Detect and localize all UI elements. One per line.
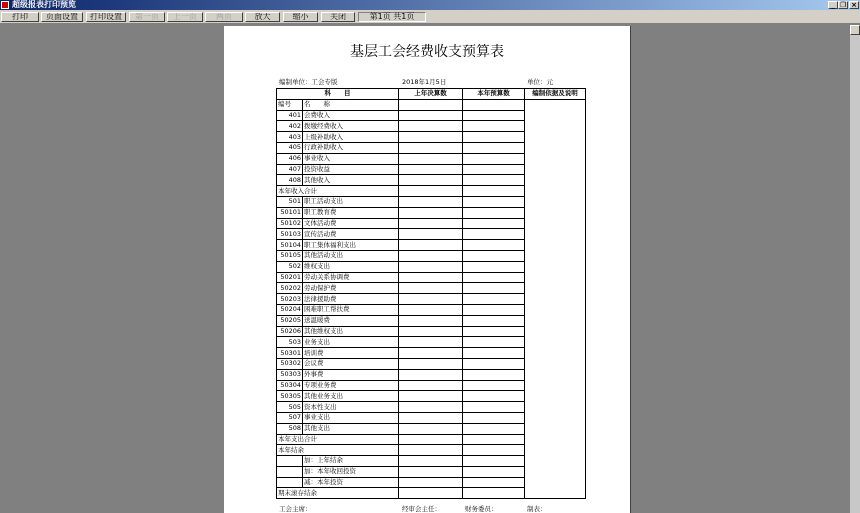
row-name: 其他活动支出	[303, 250, 399, 261]
cell-this-year	[463, 412, 525, 423]
double-page-button[interactable]: 两页	[205, 12, 243, 22]
row-name: 行政补助收入	[303, 142, 399, 153]
page-indicator: 第1页 共1页	[358, 12, 426, 22]
footer-preparer: 制表：	[527, 505, 547, 513]
close-window-button[interactable]: ×	[849, 1, 859, 9]
cell-this-year	[463, 229, 525, 240]
header-last-year: 上年决算数	[399, 89, 463, 100]
app-icon	[1, 1, 9, 9]
row-name: 业务支出	[303, 337, 399, 348]
cell-this-year	[463, 466, 525, 477]
cell-last-year	[399, 250, 463, 261]
cell-this-year	[463, 434, 525, 445]
cell-this-year	[463, 391, 525, 402]
row-code: 50205	[277, 315, 303, 326]
report-date: 2018年1月5日	[402, 78, 447, 86]
row-name: 劳动关系协调费	[303, 272, 399, 283]
cell-this-year	[463, 142, 525, 153]
row-name: 文体活动费	[303, 218, 399, 229]
cell-last-year	[399, 402, 463, 413]
row-code: 505	[277, 402, 303, 413]
cell-last-year	[399, 391, 463, 402]
row-name: 期末滚存结余	[277, 488, 399, 499]
cell-last-year	[399, 315, 463, 326]
table-header-row	[277, 89, 586, 100]
cell-last-year	[399, 466, 463, 477]
budget-table	[276, 88, 586, 499]
cell-last-year	[399, 186, 463, 197]
cell-last-year	[399, 358, 463, 369]
cell-this-year	[463, 132, 525, 143]
footer-vice: 经审会主任：	[402, 505, 441, 513]
cell-last-year	[399, 153, 463, 164]
row-code: 50305	[277, 391, 303, 402]
report-title: 基层工会经费收支预算表	[350, 44, 504, 60]
row-code: 50302	[277, 358, 303, 369]
row-name: 职工活动支出	[303, 196, 399, 207]
cell-this-year	[463, 456, 525, 467]
row-code	[277, 466, 303, 477]
cell-this-year	[463, 326, 525, 337]
cell-last-year	[399, 294, 463, 305]
zoom-in-button[interactable]: 放大	[245, 12, 280, 22]
row-name: 拨缴经费收入	[303, 121, 399, 132]
cell-last-year	[399, 142, 463, 153]
cell-this-year	[463, 477, 525, 488]
row-name: 会费收入	[303, 110, 399, 121]
cell-this-year	[463, 240, 525, 251]
cell-this-year	[463, 348, 525, 359]
cell-last-year	[399, 164, 463, 175]
subheader-code: 编号	[277, 99, 303, 110]
cell-last-year	[399, 445, 463, 456]
row-code: 407	[277, 164, 303, 175]
row-code: 503	[277, 337, 303, 348]
cell-last-year	[399, 240, 463, 251]
row-name: 会议费	[303, 358, 399, 369]
cell-this-year	[463, 380, 525, 391]
cell-this-year	[463, 207, 525, 218]
header-basis: 编制依据及说明	[525, 89, 586, 100]
cell-last-year	[399, 283, 463, 294]
row-name: 其他支出	[303, 423, 399, 434]
cell-last-year	[399, 326, 463, 337]
cell-this-year	[463, 99, 525, 110]
row-name: 其他收入	[303, 175, 399, 186]
row-code: 50105	[277, 250, 303, 261]
cell-this-year	[463, 445, 525, 456]
row-code: 402	[277, 121, 303, 132]
cell-this-year	[463, 283, 525, 294]
cell-last-year	[399, 121, 463, 132]
row-code: 406	[277, 153, 303, 164]
row-name: 培训费	[303, 348, 399, 359]
row-name: 维权支出	[303, 261, 399, 272]
row-name: 减：本年投资	[303, 477, 399, 488]
cell-last-year	[399, 99, 463, 110]
cell-this-year	[463, 272, 525, 283]
row-name: 职工集体福利支出	[303, 240, 399, 251]
row-code: 50202	[277, 283, 303, 294]
cell-last-year	[399, 175, 463, 186]
row-code	[277, 477, 303, 488]
cell-this-year	[463, 164, 525, 175]
cell-last-year	[399, 423, 463, 434]
row-name: 劳动保护费	[303, 283, 399, 294]
row-name: 投资收益	[303, 164, 399, 175]
row-name: 职工教育费	[303, 207, 399, 218]
cell-this-year	[463, 488, 525, 499]
row-name: 本年支出合计	[277, 434, 399, 445]
print-setup-button[interactable]: 打印设置	[86, 12, 126, 22]
cell-this-year	[463, 315, 525, 326]
row-name: 法律援助费	[303, 294, 399, 305]
row-code: 507	[277, 412, 303, 423]
table-subheader-row	[277, 99, 586, 110]
row-name: 加：上年结余	[303, 456, 399, 467]
cell-this-year	[463, 121, 525, 132]
header-subject: 科 目	[277, 89, 399, 100]
unit-label: 编制单位：工会专版	[279, 78, 338, 86]
row-name: 困难职工帮扶费	[303, 304, 399, 315]
cell-this-year	[463, 110, 525, 121]
row-code	[277, 456, 303, 467]
cell-last-year	[399, 110, 463, 121]
row-code: 502	[277, 261, 303, 272]
cell-last-year	[399, 477, 463, 488]
vertical-scrollbar[interactable]	[850, 25, 860, 513]
row-code: 401	[277, 110, 303, 121]
zoom-out-button[interactable]: 缩小	[283, 12, 318, 22]
header-this-year: 本年预算数	[463, 89, 525, 100]
row-code: 50206	[277, 326, 303, 337]
row-name: 上级补助收入	[303, 132, 399, 143]
row-name: 专项业务费	[303, 380, 399, 391]
first-page-button[interactable]: 第一页	[129, 12, 165, 22]
prev-page-button[interactable]: 上一页	[167, 12, 203, 22]
row-code: 50301	[277, 348, 303, 359]
row-code: 50103	[277, 229, 303, 240]
row-code: 50102	[277, 218, 303, 229]
cell-this-year	[463, 196, 525, 207]
print-button[interactable]: 打印	[1, 12, 39, 22]
minimize-button[interactable]: _	[828, 1, 838, 9]
cell-this-year	[463, 402, 525, 413]
row-name: 本年收入合计	[277, 186, 399, 197]
row-name: 宣传活动费	[303, 229, 399, 240]
toolbar	[0, 10, 860, 24]
row-code: 501	[277, 196, 303, 207]
footer-finance: 财务委员：	[465, 505, 498, 513]
title-bar	[0, 0, 860, 10]
cell-this-year	[463, 369, 525, 380]
row-code: 50203	[277, 294, 303, 305]
cell-last-year	[399, 229, 463, 240]
footer-chairman: 工会主席：	[279, 505, 312, 513]
cell-last-year	[399, 456, 463, 467]
cell-last-year	[399, 380, 463, 391]
row-code: 50204	[277, 304, 303, 315]
cell-last-year	[399, 207, 463, 218]
close-preview-button[interactable]: 关闭	[321, 12, 355, 22]
row-name: 资本性支出	[303, 402, 399, 413]
cell-last-year	[399, 348, 463, 359]
row-name: 事业收入	[303, 153, 399, 164]
cell-last-year	[399, 304, 463, 315]
cell-last-year	[399, 132, 463, 143]
window-title: 超级报表打印预览	[12, 0, 76, 9]
row-code: 508	[277, 423, 303, 434]
row-name: 其他维权支出	[303, 326, 399, 337]
row-code: 408	[277, 175, 303, 186]
row-code: 405	[277, 142, 303, 153]
page-setup-button[interactable]: 页面设置	[41, 12, 83, 22]
cell-last-year	[399, 261, 463, 272]
row-name: 其他业务支出	[303, 391, 399, 402]
cell-last-year	[399, 369, 463, 380]
row-code: 50104	[277, 240, 303, 251]
row-name: 本年结余	[277, 445, 399, 456]
row-code: 403	[277, 132, 303, 143]
report-page	[224, 26, 630, 513]
cell-this-year	[463, 261, 525, 272]
cell-last-year	[399, 218, 463, 229]
notes-column	[525, 99, 586, 498]
cell-last-year	[399, 272, 463, 283]
cell-last-year	[399, 196, 463, 207]
cell-this-year	[463, 175, 525, 186]
restore-button[interactable]: ❐	[839, 1, 847, 9]
row-name: 外事费	[303, 369, 399, 380]
row-code: 50101	[277, 207, 303, 218]
scroll-thumb[interactable]	[850, 25, 860, 35]
cell-this-year	[463, 358, 525, 369]
cell-last-year	[399, 337, 463, 348]
cell-last-year	[399, 412, 463, 423]
cell-last-year	[399, 488, 463, 499]
cell-this-year	[463, 423, 525, 434]
cell-last-year	[399, 434, 463, 445]
cell-this-year	[463, 304, 525, 315]
row-code: 50201	[277, 272, 303, 283]
subheader-name: 名 称	[303, 99, 399, 110]
currency-label: 单位：元	[527, 78, 553, 86]
cell-this-year	[463, 250, 525, 261]
cell-this-year	[463, 294, 525, 305]
cell-this-year	[463, 186, 525, 197]
cell-this-year	[463, 218, 525, 229]
row-name: 加：本年收回投资	[303, 466, 399, 477]
cell-this-year	[463, 153, 525, 164]
row-name: 送温暖费	[303, 315, 399, 326]
row-code: 50303	[277, 369, 303, 380]
row-code: 50304	[277, 380, 303, 391]
row-name: 事业支出	[303, 412, 399, 423]
cell-this-year	[463, 337, 525, 348]
